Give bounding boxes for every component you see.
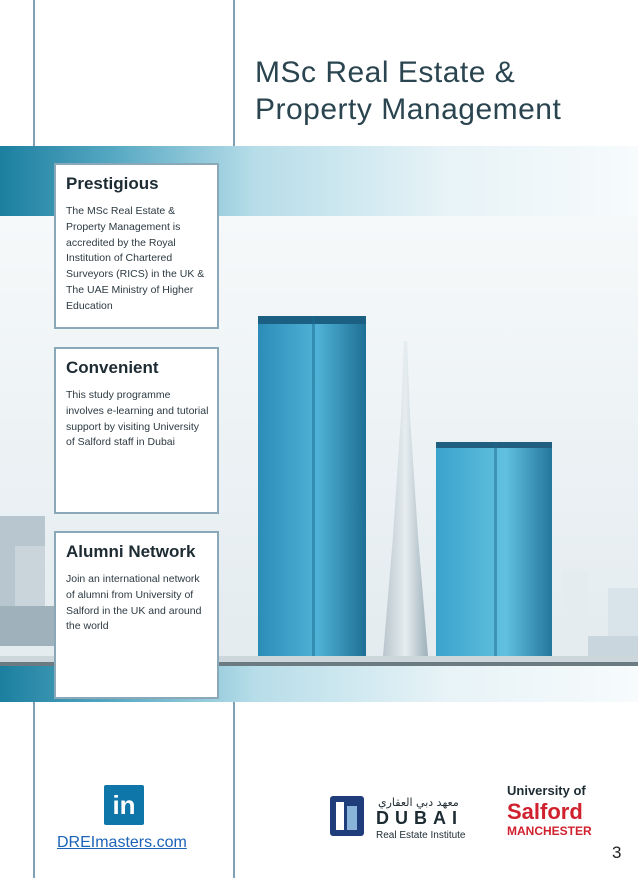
salford-line-1: University of bbox=[507, 783, 586, 798]
dubai-sub-text: Real Estate Institute bbox=[376, 830, 466, 841]
card-body: Join an international network of alumni from University of Salford in the UK and around the world bbox=[66, 573, 202, 633]
dubai-word-text: DUBAI bbox=[376, 808, 463, 828]
page-number: 3 bbox=[612, 843, 622, 862]
linkedin-icon[interactable]: in bbox=[104, 785, 144, 825]
card-body: This study programme involves e-learning and tutorial support by visiting University of Salford staff in Dubai bbox=[66, 389, 209, 449]
page-title bbox=[255, 54, 635, 128]
card-prestigious bbox=[54, 163, 219, 329]
card-alumni-network bbox=[54, 531, 219, 699]
card-convenient bbox=[54, 347, 219, 514]
dubai-arabic-text: معهد دبي العقاري bbox=[378, 796, 459, 809]
website-link[interactable]: DREImasters.com bbox=[57, 834, 187, 851]
card-heading: Prestigious bbox=[66, 174, 159, 193]
university-of-salford-logo bbox=[505, 781, 601, 843]
dubai-real-estate-institute-logo bbox=[330, 790, 490, 842]
title-line-1: MSc Real Estate & bbox=[255, 56, 516, 89]
card-heading: Convenient bbox=[66, 358, 159, 377]
salford-line-2: Salford bbox=[507, 799, 583, 824]
salford-line-3: MANCHESTER bbox=[507, 824, 592, 838]
card-body: The MSc Real Estate & Property Management is accredited by the Royal Institution of Chartered Surveyors (RICS) in the UK & The UAE Ministry of Higher Education bbox=[66, 205, 205, 312]
title-line-2: Property Management bbox=[255, 93, 562, 126]
card-heading: Alumni Network bbox=[66, 542, 196, 561]
